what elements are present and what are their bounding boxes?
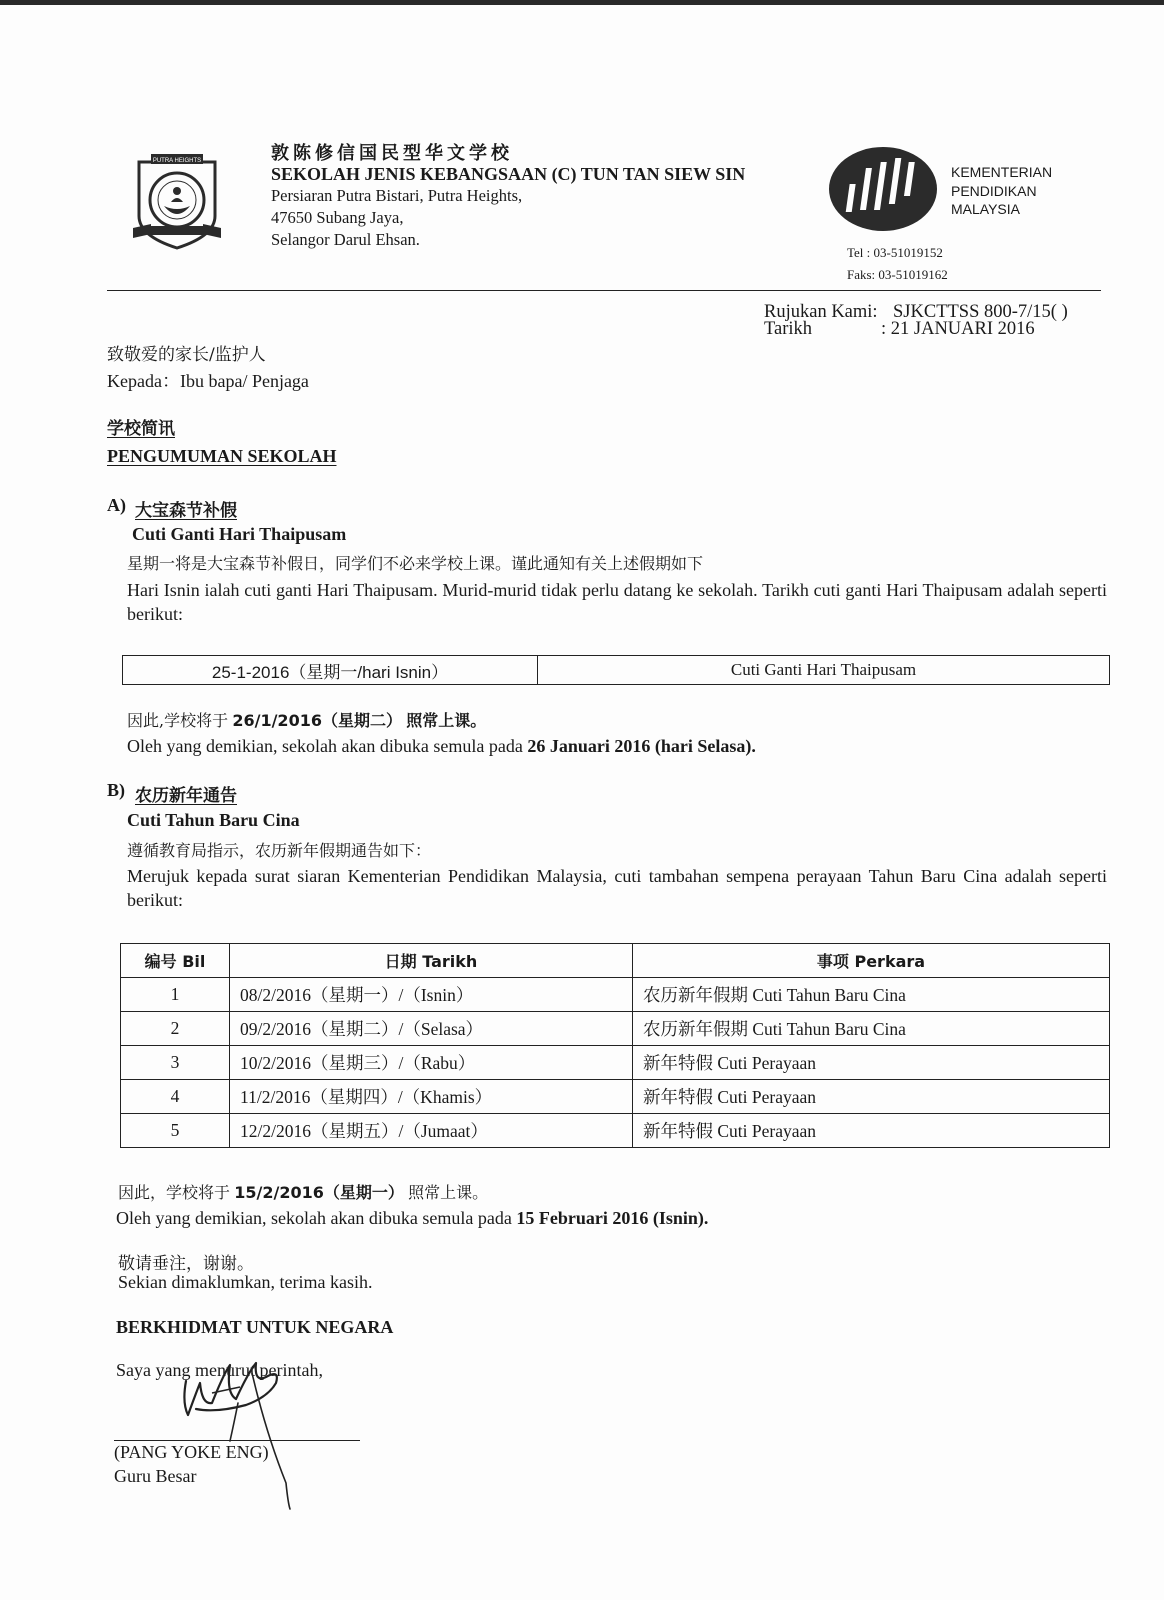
row-bil: 2 <box>121 1012 230 1046</box>
order-line: Saya yang menurut perintah, <box>116 1360 323 1380</box>
resume-a-zh-date: 26/1/2016（星期二） <box>232 711 402 730</box>
reference-value: SJKCTTSS 800-7/15( ) <box>893 302 1068 322</box>
section-b-heading: Cuti Tahun Baru Cina <box>127 810 300 830</box>
row-bil: 1 <box>121 978 230 1012</box>
ministry-line-1: KEMENTERIAN <box>951 164 1053 180</box>
signature <box>176 1353 306 1511</box>
section-b-resume-chinese <box>118 1180 488 1203</box>
ministry-line-2: PENDIDIKAN <box>951 182 1037 199</box>
resume-b-zh-prefix: 因此，学校将于 <box>118 1183 231 1202</box>
resume-a-prefix: Oleh yang demikian, sekolah akan dibuka semula pada <box>127 736 523 756</box>
row-tarikh: 09/2/2016（星期二）/（Selasa） <box>230 1012 633 1046</box>
recipient-chinese: 致敬爱的家长/监护人 <box>107 345 266 365</box>
table-row <box>121 1080 1110 1114</box>
table-row <box>121 978 1110 1012</box>
crest-banner-text: PUTRA HEIGHTS <box>152 158 202 164</box>
header-tarikh: 日期 Tarikh <box>230 944 633 978</box>
resume-a-zh-prefix: 因此,学校将于 <box>127 711 229 730</box>
date-label: Tarikh <box>764 319 813 339</box>
school-name-chinese: 敦陈修信国民型华文学校 <box>271 143 513 164</box>
scan-top-edge <box>0 0 1164 5</box>
section-a-heading-chinese: 大宝森节补假 <box>135 501 237 521</box>
cny-holiday-table <box>120 943 1110 1148</box>
row-tarikh: 12/2/2016（星期五）/（Jumaat） <box>230 1114 633 1148</box>
section-b-resume <box>116 1208 708 1229</box>
address-line-1: Persiaran Putra Bistari, Putra Heights, <box>271 186 523 205</box>
section-a-heading: Cuti Ganti Hari Thaipusam <box>132 524 347 544</box>
address-line-3: Selangor Darul Ehsan. <box>271 230 420 249</box>
closing-text: Sekian dimaklumkan, terima kasih. <box>118 1272 373 1292</box>
section-a-label: A) <box>107 495 126 515</box>
table-row <box>121 1012 1110 1046</box>
section-a-resume-chinese <box>127 708 486 731</box>
row-bil: 3 <box>121 1046 230 1080</box>
school-name: SEKOLAH JENIS KEBANGSAAN (C) TUN TAN SIEW SIN <box>271 164 746 184</box>
title-chinese: 学校简讯 <box>107 419 175 439</box>
row-perkara: 农历新年假期 Cuti Tahun Baru Cina <box>633 1012 1110 1046</box>
header-perkara: 事项 Perkara <box>633 944 1110 978</box>
row-tarikh: 10/2/2016（星期三）/（Rabu） <box>230 1046 633 1080</box>
header-bil: 编号 Bil <box>121 944 230 978</box>
row-perkara: 新年特假 Cuti Perayaan <box>633 1114 1110 1148</box>
row-tarikh: 08/2/2016（星期一）/（Isnin） <box>230 978 633 1012</box>
reference-label: Rujukan Kami: <box>764 302 878 322</box>
resume-b-prefix: Oleh yang demikian, sekolah akan dibuka semula pada <box>116 1208 512 1228</box>
resume-a-zh-suffix: 照常上课。 <box>406 711 487 730</box>
thaipusam-table <box>122 655 1110 685</box>
section-b-text: Merujuk kepada surat siaran Kementerian Pendidikan Malaysia, cuti tambahan sempena perayaan Tahun Baru Cina adalah seperti berikut: <box>127 866 1107 910</box>
table-cell-date: 25-1-2016（星期一/hari Isnin） <box>123 656 538 685</box>
row-bil: 5 <box>121 1114 230 1148</box>
section-b-label: B) <box>107 780 125 800</box>
row-perkara: 新年特假 Cuti Perayaan <box>633 1080 1110 1114</box>
motto: BERKHIDMAT UNTUK NEGARA <box>116 1317 394 1337</box>
ministry-logo <box>827 146 939 232</box>
address-line-2: 47650 Subang Jaya, <box>271 208 404 227</box>
fax: Faks: 03-51019162 <box>847 267 948 282</box>
row-perkara: 农历新年假期 Cuti Tahun Baru Cina <box>633 978 1110 1012</box>
table-row <box>123 656 1110 685</box>
row-perkara: 新年特假 Cuti Perayaan <box>633 1046 1110 1080</box>
ministry-name <box>951 163 1052 219</box>
signatory-name: (PANG YOKE ENG) <box>114 1442 269 1462</box>
resume-b-zh-date: 15/2/2016（星期一） <box>234 1183 404 1202</box>
signature-line <box>114 1440 360 1441</box>
ministry-line-3: MALAYSIA <box>951 201 1020 217</box>
table-cell-event: Cuti Ganti Hari Thaipusam <box>538 656 1110 685</box>
header-divider <box>107 290 1101 291</box>
resume-a-date: 26 Januari 2016 (hari Selasa). <box>527 736 756 756</box>
date-value: : 21 JANUARI 2016 <box>881 319 1035 339</box>
table-header-row <box>121 944 1110 978</box>
recipient: Kepada：Ibu bapa/ Penjaga <box>107 371 309 391</box>
school-crest-logo <box>131 150 223 250</box>
section-a-text-chinese: 星期一将是大宝森节补假日，同学们不必来学校上课。谨此通知有关上述假期如下 <box>127 554 704 573</box>
telephone: Tel : 03-51019152 <box>847 245 943 260</box>
resume-b-zh-suffix: 照常上课。 <box>408 1183 489 1202</box>
closing-chinese: 敬请垂注，谢谢。 <box>118 1254 254 1274</box>
signatory-position: Guru Besar <box>114 1466 197 1486</box>
page-title: PENGUMUMAN SEKOLAH <box>107 446 337 466</box>
table-row <box>121 1046 1110 1080</box>
section-b-heading-chinese: 农历新年通告 <box>135 786 237 806</box>
row-tarikh: 11/2/2016（星期四）/（Khamis） <box>230 1080 633 1114</box>
section-b-text-chinese: 遵循教育局指示，农历新年假期通告如下： <box>127 841 432 860</box>
section-a-resume <box>127 736 756 757</box>
row-bil: 4 <box>121 1080 230 1114</box>
table-row <box>121 1114 1110 1148</box>
resume-b-date: 15 Februari 2016 (Isnin). <box>516 1208 709 1228</box>
section-a-text: Hari Isnin ialah cuti ganti Hari Thaipusam. Murid-murid tidak perlu datang ke sekolah. Tarikh cuti ganti Hari Thaipusam adalah seperti berikut: <box>127 580 1107 624</box>
